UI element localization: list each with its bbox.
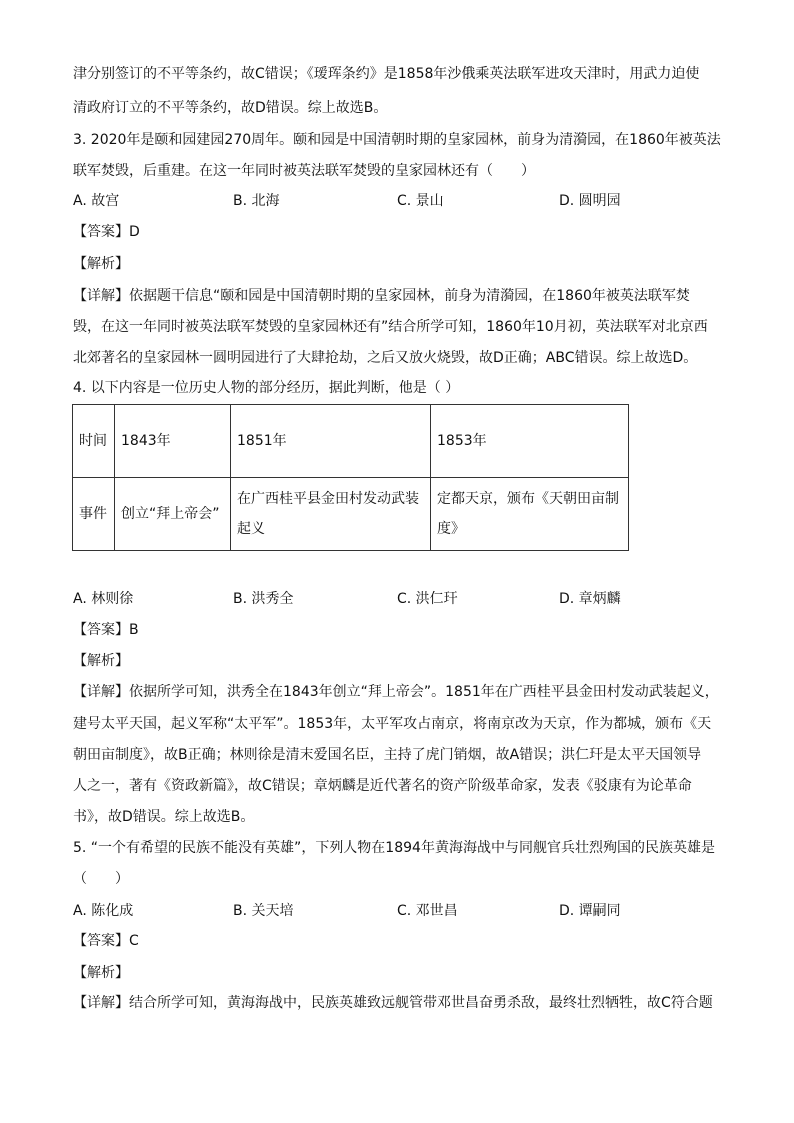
question-5-options [73,901,723,921]
question-3-options [73,191,723,211]
option-b: B. 北海 [233,193,280,209]
text-line: 津分别签订的不平等条约，故C错误；《瑷珲条约》是1858年沙俄乘英法联军进攻天津时，用武力迫使 [73,66,700,82]
option-b: B. 洪秀全 [233,591,294,607]
table-row-time [73,405,629,478]
table-cell: 1851年 [231,405,431,478]
option-c: C. 邓世昌 [397,903,458,919]
analysis-label: 【解析】 [73,256,129,272]
text-line: 清政府订立的不平等条约，故D错误。综上故选B。 [73,100,388,116]
question-3-stem: 3. 2020年是颐和园建园270周年。颐和园是中国清朝时期的皇家园林，前身为清漪园，在1860年被英法 [73,132,721,148]
table-cell: 创立“拜上帝会” [115,478,231,551]
question-5-stem-cont: （ ） [73,871,129,887]
table-cell: 1843年 [115,405,231,478]
option-b: B. 关天培 [233,903,294,919]
explanation-line: 建号太平天国，起义军称“太平军”。1853年，太平军攻占南京，将南京改为天京，作为都城，颁布《天 [73,716,712,732]
answer-label: 【答案】C [73,933,139,949]
analysis-label: 【解析】 [73,965,129,981]
explanation-line: 【详解】结合所学可知，黄海海战中，民族英雄致远舰管带邓世昌奋勇杀敌，最终壮烈牺牲，故C符合题 [73,995,713,1011]
table-cell: 1853年 [431,405,629,478]
option-c: C. 洪仁玕 [397,591,458,607]
table-cell: 定都天京，颁布《天朝田亩制度》 [431,478,629,551]
question-4-options [73,589,723,609]
events-table [72,404,629,551]
option-c: C. 景山 [397,193,444,209]
answer-label: 【答案】B [73,622,139,638]
option-a: A. 林则徐 [73,591,134,607]
explanation-line: 毁，在这一年同时被英法联军焚毁的皇家园林还有”结合所学可知，1860年10月初，英法联军对北京西 [73,319,708,335]
table-cell: 在广西桂平县金田村发动武装起义 [231,478,431,551]
explanation-line: 【详解】依据题干信息“颐和园是中国清朝时期的皇家园林，前身为清漪园，在1860年被英法联军焚 [73,288,690,304]
explanation-line: 书》，故D错误。综上故选B。 [73,809,255,825]
question-5-stem: 5. “一个有希望的民族不能没有英雄”，下列人物在1894年黄海海战中与同舰官兵壮烈殉国的民族英雄是 [73,840,715,856]
answer-label: 【答案】D [73,224,140,240]
option-d: D. 章炳麟 [559,591,621,607]
option-a: A. 陈化成 [73,903,134,919]
analysis-label: 【解析】 [73,653,129,669]
explanation-line: 【详解】依据所学可知，洪秀全在1843年创立“拜上帝会”。1851年在广西桂平县金田村发动武装起义， [73,684,719,700]
question-3-stem-cont: 联军焚毁，后重建。在这一年同时被英法联军焚毁的皇家园林还有（ ） [73,163,535,179]
explanation-line: 人之一，著有《资政新篇》，故C错误；章炳麟是近代著名的资产阶级革命家，发表《驳康有为论革命 [73,778,692,794]
table-header-event: 事件 [73,478,115,551]
option-d: D. 谭嗣同 [559,903,621,919]
explanation-line: 朝田亩制度》，故B正确；林则徐是清末爱国名臣，主持了虎门销烟，故A错误；洪仁玕是太平天国领导 [73,747,702,763]
option-a: A. 故宫 [73,193,120,209]
question-4-stem: 4. 以下内容是一位历史人物的部分经历，据此判断，他是（ ） [73,380,460,396]
table-row-event [73,478,629,551]
table-header-time: 时间 [73,405,115,478]
explanation-line: 北郊著名的皇家园林一圆明园进行了大肆抢劫，之后又放火烧毁，故D正确；ABC错误。综上故选D。 [73,350,698,366]
option-d: D. 圆明园 [559,193,621,209]
